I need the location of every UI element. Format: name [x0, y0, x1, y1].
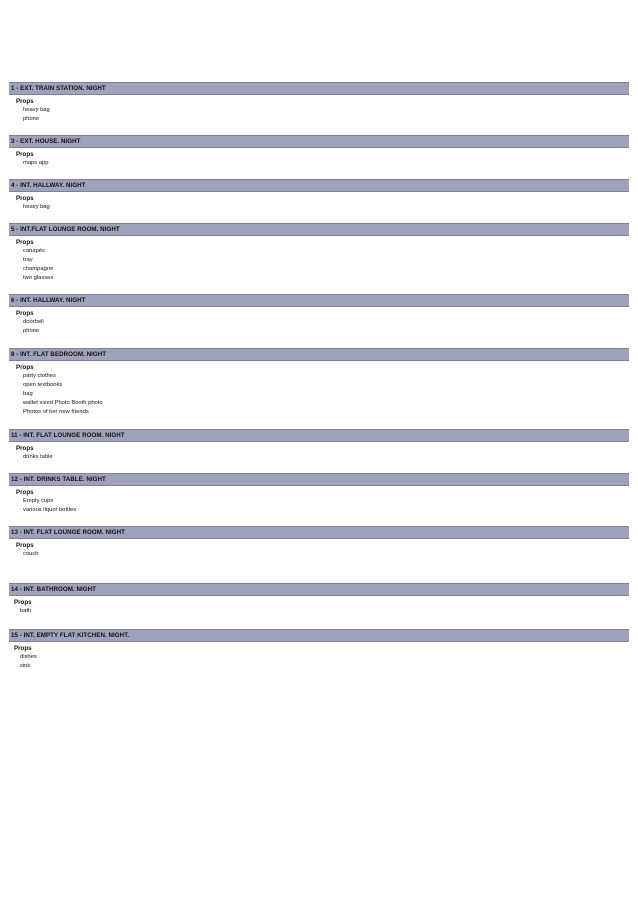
prop-item: bath [20, 608, 32, 614]
props-label: Props [16, 98, 34, 105]
scene-heading: 12 - INT. DRINKS TABLE. NIGHT [9, 473, 629, 486]
prop-item: various liquor bottles [23, 507, 77, 513]
prop-item: sink [20, 663, 31, 669]
prop-item: couch [23, 551, 39, 557]
prop-item: heavy bag [23, 204, 50, 210]
prop-item: dishes [20, 654, 37, 660]
prop-item: Empty cups [23, 498, 54, 504]
props-label: Props [14, 599, 32, 606]
scene-block [9, 429, 629, 462]
scene-block [9, 82, 629, 124]
prop-item: open textbooks [23, 382, 63, 388]
prop-item: heavy bag [23, 107, 50, 113]
props-label: Props [16, 151, 34, 158]
props-label: Props [16, 489, 34, 496]
scene-block [9, 223, 629, 283]
props-label: Props [16, 239, 34, 246]
prop-item: bag [23, 391, 33, 397]
scene-block [9, 526, 629, 559]
prop-item: doorbell [23, 319, 44, 325]
scene-heading: 15 - INT. EMPTY FLAT KITCHEN. NIGHT. [9, 629, 629, 642]
scene-block [9, 294, 629, 336]
scene-block [9, 135, 629, 168]
scene-heading: 8 - INT. FLAT BEDROOM. NIGHT [9, 348, 629, 361]
prop-item: Photos of her new friends [23, 409, 89, 415]
prop-item: drinks table [23, 454, 53, 460]
prop-item: party clothes [23, 373, 56, 379]
scene-block [9, 179, 629, 212]
scene-heading: 11 - INT. FLAT LOUNGE ROOM. NIGHT [9, 429, 629, 442]
scene-heading: 3 - EXT. HOUSE. NIGHT [9, 135, 629, 148]
prop-item: two glasses [23, 275, 54, 281]
scene-heading: 5 - INT.FLAT LOUNGE ROOM. NIGHT [9, 223, 629, 236]
prop-item: wallet sized Photo Booth photo [23, 400, 103, 406]
props-label: Props [16, 445, 34, 452]
scene-heading: 4 - INT. HALLWAY. NIGHT [9, 179, 629, 192]
props-label: Props [16, 310, 34, 317]
scene-block [9, 348, 629, 417]
scene-heading: 6 - INT. HALLWAY. NIGHT [9, 294, 629, 307]
prop-item: tray [23, 257, 33, 263]
scene-block [9, 473, 629, 515]
props-label: Props [14, 645, 32, 652]
prop-item: canapés [23, 248, 45, 254]
prop-item: maps app [23, 160, 49, 166]
props-label: Props [16, 195, 34, 202]
scene-block [9, 583, 629, 616]
props-label: Props [16, 364, 34, 371]
scene-heading: 1 - EXT. TRAIN STATION. NIGHT [9, 82, 629, 95]
scene-heading: 13 - INT. FLAT LOUNGE ROOM. NIGHT [9, 526, 629, 539]
prop-item: champagne [23, 266, 54, 272]
scene-block [9, 629, 629, 671]
props-label: Props [16, 542, 34, 549]
scene-heading: 14 - INT. BATHROOM. NIGHT [9, 583, 629, 596]
prop-item: phone [23, 328, 40, 334]
prop-item: phone [23, 116, 40, 122]
